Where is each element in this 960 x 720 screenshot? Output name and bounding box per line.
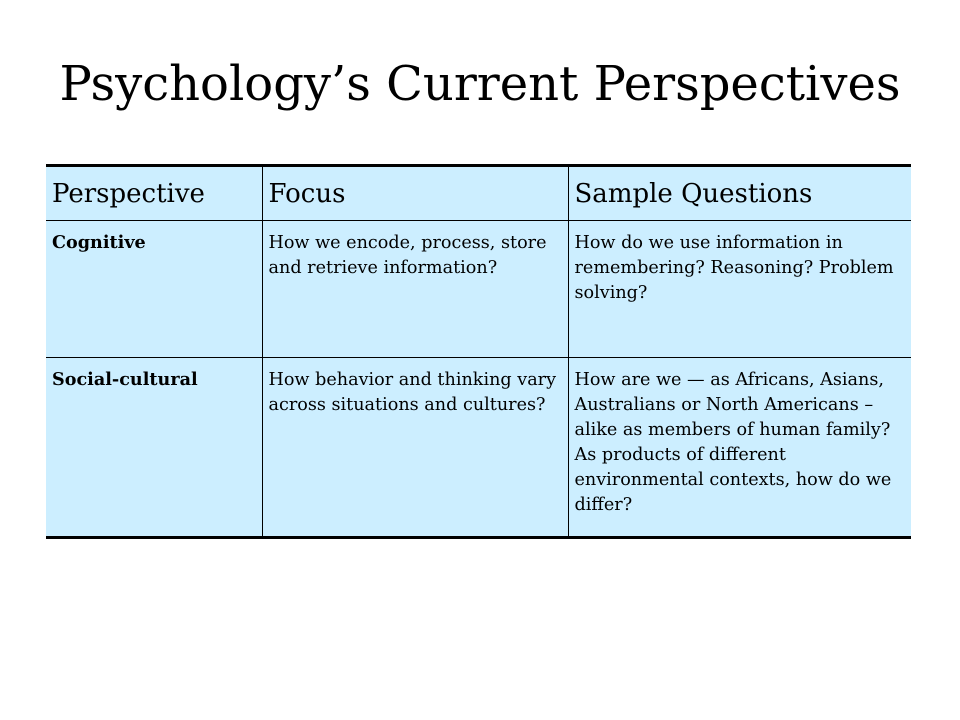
header-focus: Focus bbox=[262, 166, 568, 221]
table-header-row bbox=[46, 166, 911, 221]
table-row bbox=[46, 358, 911, 538]
perspectives-table bbox=[46, 164, 911, 539]
cell-sample-questions: How are we — as Africans, Asians, Australians or North Americans – alike as members of human family? As products of different environmental contexts, how do we differ? bbox=[568, 358, 911, 538]
cell-perspective: Social-cultural bbox=[46, 358, 262, 538]
cell-focus: How we encode, process, store and retrieve information? bbox=[262, 221, 568, 358]
cell-perspective: Cognitive bbox=[46, 221, 262, 358]
header-perspective: Perspective bbox=[46, 166, 262, 221]
perspectives-table-container bbox=[46, 164, 911, 539]
header-sample-questions: Sample Questions bbox=[568, 166, 911, 221]
cell-focus: How behavior and thinking vary across situations and cultures? bbox=[262, 358, 568, 538]
table-row bbox=[46, 221, 911, 358]
cell-sample-questions: How do we use information in remembering? Reasoning? Problem solving? bbox=[568, 221, 911, 358]
slide-title: Psychology’s Current Perspectives bbox=[59, 56, 901, 112]
